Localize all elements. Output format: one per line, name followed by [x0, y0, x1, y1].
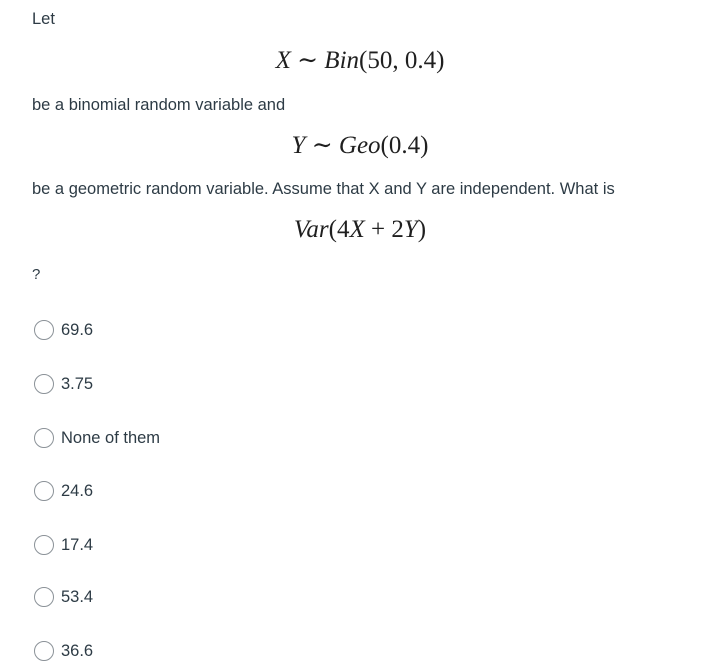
answer-option[interactable] [34, 533, 93, 557]
answer-option[interactable] [34, 639, 93, 663]
answer-option-label: 36.6 [61, 641, 94, 660]
eq-var-x: X [349, 216, 365, 243]
eq-x-func: Bin [324, 47, 360, 74]
answer-option-label: 53.4 [61, 587, 94, 606]
answer-option[interactable] [34, 318, 93, 342]
answer-option-label: 24.6 [61, 481, 94, 500]
answer-option[interactable] [34, 585, 93, 609]
answer-option[interactable] [34, 479, 93, 503]
radio-button[interactable] [34, 320, 54, 340]
radio-button[interactable] [34, 428, 54, 448]
equation-y-geometric [0, 131, 720, 161]
equation-x-binomial [0, 46, 720, 76]
question-line-binomial: be a binomial random variable and [32, 96, 286, 114]
eq-var-open: (4 [328, 216, 350, 243]
answer-option-label: 3.75 [61, 374, 94, 393]
answer-option[interactable] [34, 372, 93, 396]
answer-option[interactable] [34, 426, 160, 450]
eq-y-func: Geo [338, 132, 381, 159]
eq-var-plus: + 2 [364, 216, 404, 243]
radio-button[interactable] [34, 374, 54, 394]
answer-option-label: 17.4 [61, 535, 94, 554]
question-mark: ? [32, 266, 41, 283]
question-line-geometric: be a geometric random variable. Assume that X and Y are independent. What is [32, 180, 615, 198]
radio-button[interactable] [34, 535, 54, 555]
eq-x-var: X [275, 47, 291, 74]
answer-option-label: None of them [61, 428, 161, 447]
answer-option-label: 69.6 [61, 320, 94, 339]
eq-y-args: (0.4) [380, 132, 429, 159]
eq-y-var: Y [291, 132, 306, 159]
radio-button[interactable] [34, 587, 54, 607]
eq-var-y: Y [403, 216, 418, 243]
eq-x-args: (50, 0.4) [359, 47, 445, 74]
eq-var-close: ) [417, 216, 427, 243]
question-intro: Let [32, 10, 55, 28]
equation-variance [0, 215, 720, 245]
eq-var-func: Var [293, 216, 329, 243]
eq-y-rel: ∼ [305, 132, 339, 159]
radio-button[interactable] [34, 481, 54, 501]
eq-x-rel: ∼ [290, 47, 325, 74]
radio-button[interactable] [34, 641, 54, 661]
